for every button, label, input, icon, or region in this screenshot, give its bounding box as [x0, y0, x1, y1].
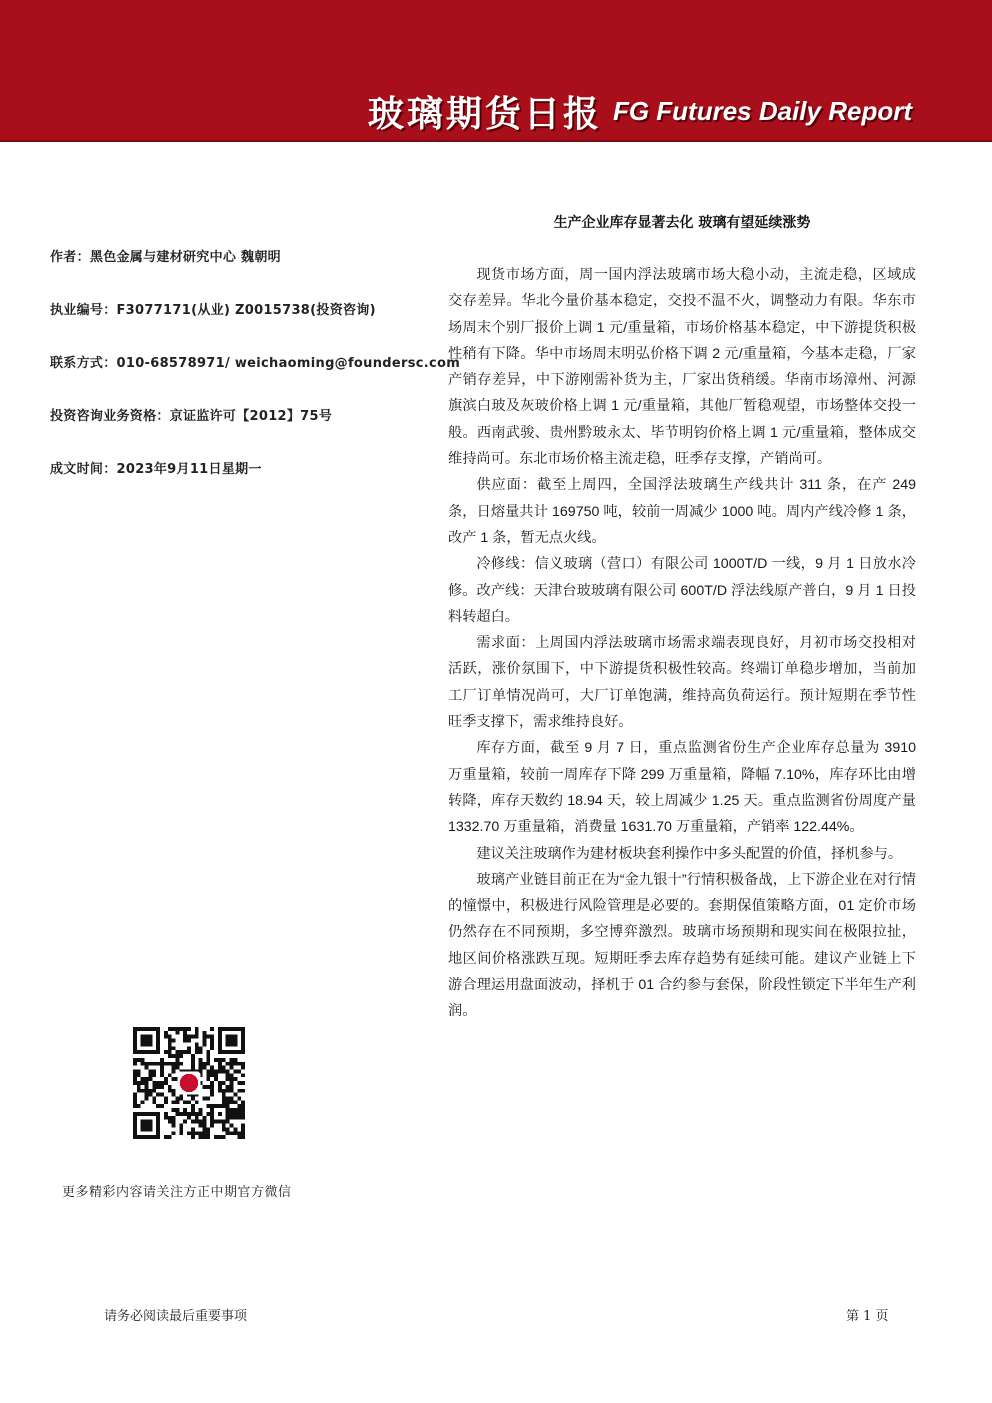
article-body [448, 262, 916, 1025]
report-title-en: FG Futures Daily Report [612, 96, 912, 126]
date-line: 成文时间：2023年9月11日星期一 [50, 462, 262, 477]
report-title [368, 86, 912, 137]
author-info [50, 246, 461, 511]
license-line: 执业编号：F3077171(从业) Z0015738(投资咨询) [50, 303, 376, 318]
qr-code-icon [133, 1027, 245, 1139]
author-line: 作者：黑色金属与建材研究中心 魏朝明 [50, 250, 281, 265]
qr-caption: 更多精彩内容请关注方正中期官方微信 [62, 1185, 292, 1200]
paragraph: 冷修线：信义玻璃（营口）有限公司 1000T/D 一线，9 月 1 日放水冷修。改产线：天津台玻玻璃有限公司 600T/D 浮法线原产普白，9 月 1 日投料转超白。 [448, 556, 916, 625]
paragraph: 玻璃产业链目前正在为“金九银十”行情积极备战，上下游企业在对行情的憧憬中，积极进行风险管理是必要的。套期保值策略方面，01 定价市场仍然存在不同预期，多空博弈激烈。玻璃市场预期和现实间在极限拉扯，地区间价格涨跌互现。短期旺季去库存趋势有延续可能。建议产业链上下游合理运用盘面波动，择机于 01 合约参与套保，阶段性锁定下半年生产利润。 [448, 871, 916, 1020]
report-title-cn: 玻璃期货日报 [367, 94, 602, 135]
qualification-line: 投资咨询业务资格：京证监许可【2012】75号 [50, 409, 333, 424]
page-number: 第 1 页 [846, 1309, 889, 1324]
paragraph: 现货市场方面，周一国内浮法玻璃市场大稳小动，主流走稳，区域成交存差异。华北今量价基本稳定，交投不温不火，调整动力有限。华东市场周末个别厂报价上调 1 元/重量箱，市场价格基本稳定，中下游提货积极性稍有下降。华中市场周末明弘价格下调 2 元/重量箱，今基本走稳，厂家产销存差异，中下游刚需补货为主，厂家出货稍缓。华南市场漳州、河源旗滨白玻及灰玻价格上调 1 元/重量箱，其他厂暂稳观望，市场整体交投一般。西南武骏、贵州黔玻永太、毕节明钧价格上调 1 元/重量箱，整体成交维持尚可。东北市场价格主流走稳，旺季存支撑，产销尚可。 [448, 267, 916, 468]
contact-line: 联系方式：010-68578971/ weichaoming@foundersc.com [50, 356, 461, 371]
paragraph: 供应面：截至上周四，全国浮法玻璃生产线共计 311 条，在产 249 条，日熔量共计 169750 吨，较前一周减少 1000 吨。周内产线冷修 1 条，改产 1 条，暂无点火线。 [448, 477, 916, 546]
article-title: 生产企业库存显著去化 玻璃有望延续涨势 [553, 215, 811, 231]
paragraph: 库存方面，截至 9 月 7 日，重点监测省份生产企业库存总量为 3910 万重量箱，较前一周库存下降 299 万重量箱，降幅 7.10%，库存环比由增转降，库存天数约 18.94 天，较上周减少 1.25 天。重点监测省份周度产量 1332.70 万重量箱，消费量 1631.70 万重量箱，产销率 122.44%。 [448, 740, 916, 836]
paragraph: 需求面：上周国内浮法玻璃市场需求端表现良好，月初市场交投相对活跃，涨价氛围下，中下游提货积极性较高。终端订单稳步增加，当前加工厂订单情况尚可，大厂订单饱满，维持高负荷运行。预计短期在季节性旺季支撑下，需求维持良好。 [448, 635, 916, 731]
header-banner [0, 0, 992, 142]
paragraph: 建议关注玻璃作为建材板块套利操作中多头配置的价值，择机参与。 [476, 845, 903, 862]
footer-notice: 请务必阅读最后重要事项 [104, 1309, 248, 1324]
